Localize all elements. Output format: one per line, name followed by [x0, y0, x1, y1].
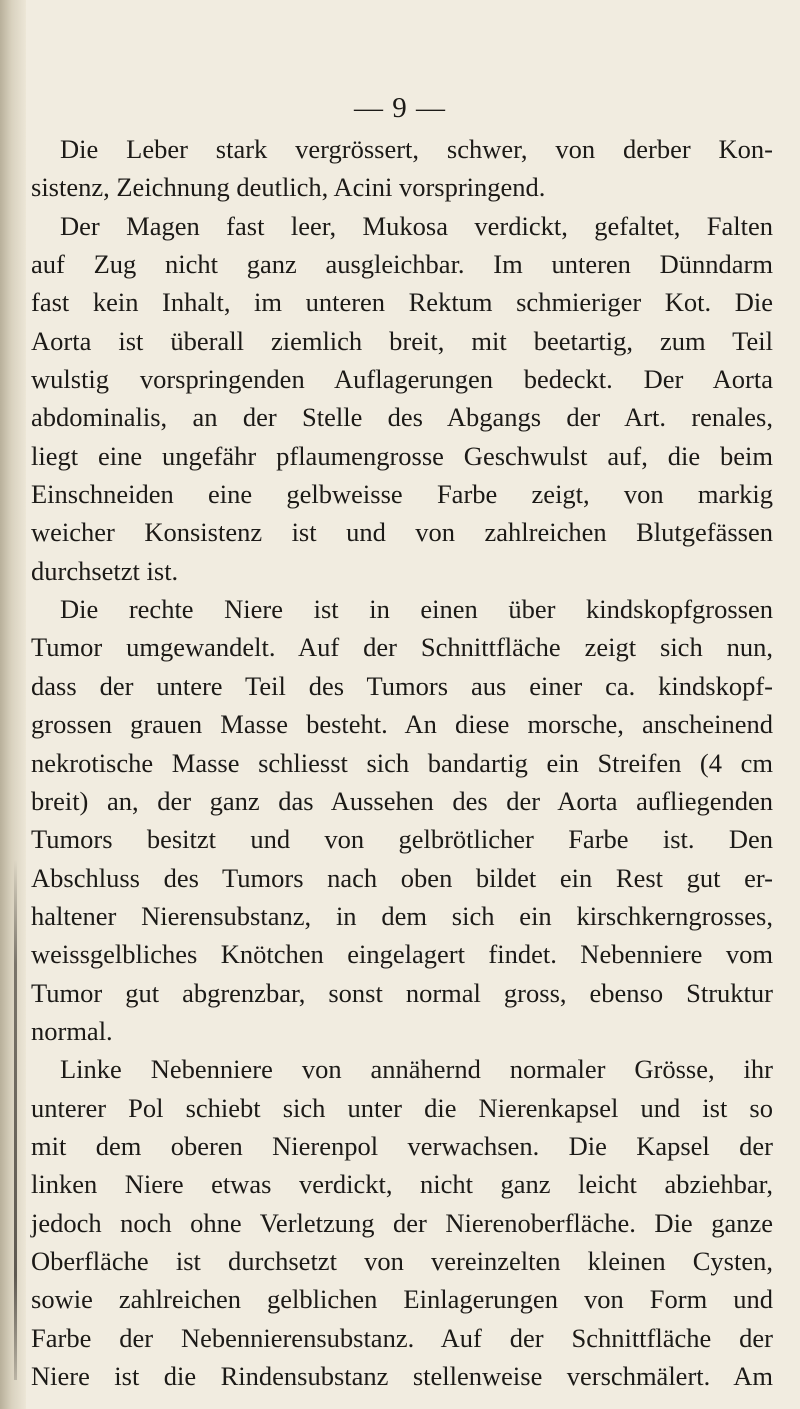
text-line: Die Leber stark vergrössert, schwer, von derber Kon- [60, 134, 773, 164]
text-line: dass der untere Teil des Tumors aus einer ca. kindskopf- [31, 671, 773, 701]
text-line: breit) an, der ganz das Aussehen des der Aorta aufliegenden [31, 786, 773, 816]
text-line: unterer Pol schiebt sich unter die Nierenkapsel und ist so [31, 1093, 773, 1123]
text-line: Farbe der Nebennierensubstanz. Auf der Schnittfläche der [31, 1323, 773, 1353]
text-line: Abschluss des Tumors nach oben bildet ein Rest gut er- [31, 863, 773, 893]
text-line: wulstig vorspringenden Auflagerungen bedeckt. Der Aorta [31, 364, 773, 394]
text-line: weicher Konsistenz ist und von zahlreichen Blutgefässen [31, 517, 773, 547]
text-line: mit dem oberen Nierenpol verwachsen. Die Kapsel der [31, 1131, 773, 1161]
text-line: jedoch noch ohne Verletzung der Nierenoberfläche. Die ganze [31, 1208, 773, 1238]
text-line: linken Niere etwas verdickt, nicht ganz leicht abziehbar, [31, 1169, 773, 1199]
text-line: Tumor umgewandelt. Auf der Schnittfläche zeigt sich nun, [31, 632, 773, 662]
text-line: haltener Nierensubstanz, in dem sich ein kirschkerngrosses, [31, 901, 773, 931]
text-line: grossen grauen Masse besteht. An diese morsche, anscheinend [31, 709, 773, 739]
text-line: Oberfläche ist durchsetzt von vereinzelten kleinen Cysten, [31, 1246, 773, 1276]
text-line: nekrotische Masse schliesst sich bandartig ein Streifen (4 cm [31, 748, 773, 778]
text-line: Tumor gut abgrenzbar, sonst normal gross, ebenso Struktur [31, 978, 773, 1008]
text-line: sistenz, Zeichnung deutlich, Acini vorspringend. [31, 172, 546, 202]
binding-edge-mark [14, 860, 17, 1380]
text-line: abdominalis, an der Stelle des Abgangs der Art. renales, [31, 402, 773, 432]
text-line: Niere ist die Rindensubstanz stellenweise verschmälert. Am [31, 1361, 773, 1391]
text-line: Tumors besitzt und von gelbrötlicher Farbe ist. Den [31, 824, 773, 854]
text-line: Der Magen fast leer, Mukosa verdickt, gefaltet, Falten [60, 211, 773, 241]
text-line: Aorta ist überall ziemlich breit, mit beetartig, zum Teil [31, 326, 773, 356]
text-line: Die rechte Niere ist in einen über kindskopfgrossen [60, 594, 773, 624]
text-line: auf Zug nicht ganz ausgleichbar. Im unteren Dünndarm [31, 249, 773, 279]
text-line: durchsetzt ist. [31, 556, 179, 586]
text-line: fast kein Inhalt, im unteren Rektum schmieriger Kot. Die [31, 287, 773, 317]
page-gutter-shadow [0, 0, 26, 1409]
text-line: Linke Nebenniere von annähernd normaler Grösse, ihr [60, 1054, 773, 1084]
text-line: liegt eine ungefähr pflaumengrosse Geschwulst auf, die beim [31, 441, 773, 471]
text-line: sowie zahlreichen gelblichen Einlagerungen von Form und [31, 1284, 773, 1314]
text-line: weissgelbliches Knötchen eingelagert findet. Nebenniere vom [31, 939, 773, 969]
text-line: normal. [31, 1016, 113, 1046]
page-number: — 9 — [354, 92, 446, 124]
text-line: Einschneiden eine gelbweisse Farbe zeigt, von markig [31, 479, 773, 509]
